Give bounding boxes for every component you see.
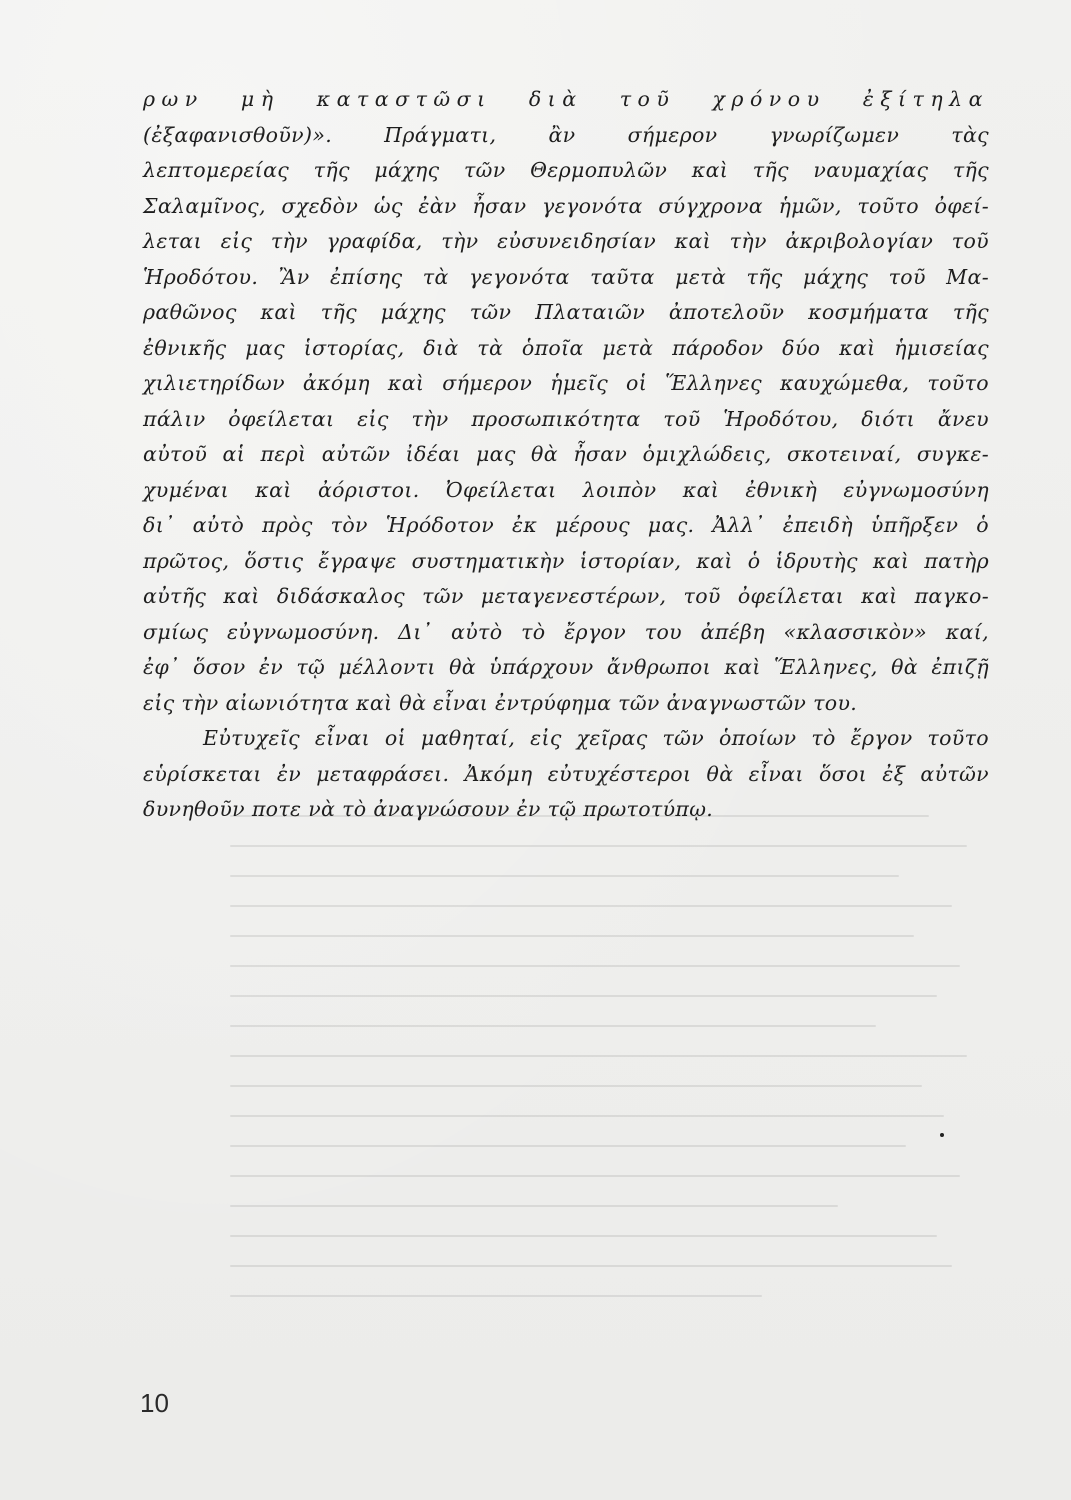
text-line: δι᾽ αὐτὸ πρὸς τὸν Ἡρόδοτον ἐκ μέρους μας. Ἀλλ᾽ ἐπειδὴ ὑπῆρξεν ὁ <box>143 513 989 537</box>
text-line: Σαλαμῖνος, σχεδὸν ὡς ἐὰν ἦσαν γεγονότα σύγχρονα ἡμῶν, τοῦτο ὀφεί- <box>143 193 989 218</box>
text-line: αὐτοῦ αἱ περὶ αὐτῶν ἰδέαι μας θὰ ἦσαν ὁμιχλώδεις, σκοτειναί, συγκε- <box>143 442 989 466</box>
text-line: πάλιν ὀφείλεται εἰς τὴν προσωπικότητα τοῦ Ἡροδότου, διότι ἄνευ <box>143 406 989 431</box>
bleed-through-text <box>230 815 990 1335</box>
text-line: σμίως εὐγνωμοσύνη. Δι᾽ αὐτὸ τὸ ἔργον του ἀπέβη «κλασσικὸν» καί, <box>143 619 989 644</box>
text-line: ἐθνικῆς μας ἱστορίας, διὰ τὰ ὁποῖα μετὰ πάροδον δύο καὶ ἡμισείας <box>143 335 989 360</box>
text-line: λεται εἰς τὴν γραφίδα, τὴν εὐσυνειδησίαν καὶ τὴν ἀκριβολογίαν τοῦ <box>143 229 989 253</box>
text-line: (ἐξαφανισθοῦν)». Πράγματι, ἂν σήμερον γνωρίζωμεν τὰς <box>143 122 989 147</box>
text-line: εὑρίσκεται ἐν μεταφράσει. Ἀκόμη εὐτυχέστεροι θὰ εἶναι ὅσοι ἐξ αὐτῶν <box>143 761 989 786</box>
text-line: λεπτομερείας τῆς μάχης τῶν Θερμοπυλῶν καὶ τῆς ναυμαχίας τῆς <box>143 158 989 182</box>
ink-speck <box>940 1133 944 1137</box>
text-line: ρων μὴ καταστῶσι διὰ τοῦ χρόνου ἐξίτηλα <box>143 87 989 111</box>
body-text <box>143 82 989 828</box>
text-line: Ἡροδότου. Ἂν ἐπίσης τὰ γεγονότα ταῦτα μετὰ τῆς μάχης τοῦ Μα- <box>143 264 989 289</box>
text-line: δυνηθοῦν ποτε νὰ τὸ ἀναγνώσουν ἐν τῷ πρωτοτύπῳ. <box>143 797 714 821</box>
text-line: Εὐτυχεῖς εἶναι οἱ μαθηταί, εἰς χεῖρας τῶν ὁποίων τὸ ἔργον τοῦτο <box>203 726 989 750</box>
text-line: εἰς τὴν αἰωνιότητα καὶ θὰ εἶναι ἐντρύφημα τῶν ἀναγνωστῶν του. <box>143 690 858 715</box>
text-line: χυμέναι καὶ ἀόριστοι. Ὀφείλεται λοιπὸν καὶ ἐθνικὴ εὐγνωμοσύνη <box>143 477 989 502</box>
text-line: χιλιετηρίδων ἀκόμη καὶ σήμερον ἡμεῖς οἱ Ἕλληνες καυχώμεθα, τοῦτο <box>143 371 989 395</box>
text-line: ραθῶνος καὶ τῆς μάχης τῶν Πλαταιῶν ἀποτελοῦν κοσμήματα τῆς <box>143 300 989 324</box>
text-line: αὐτῆς καὶ διδάσκαλος τῶν μεταγενεστέρων, τοῦ ὀφείλεται καὶ παγκο- <box>143 584 989 608</box>
text-line: πρῶτος, ὅστις ἔγραψε συστηματικὴν ἱστορίαν, καὶ ὁ ἱδρυτὴς καὶ πατὴρ <box>143 548 989 573</box>
text-line: ἐφ᾽ ὅσον ἐν τῷ μέλλοντι θὰ ὑπάρχουν ἄνθρωποι καὶ Ἕλληνες, θὰ ἐπιζῇ <box>143 655 989 679</box>
page-number: 10 <box>140 1388 169 1418</box>
